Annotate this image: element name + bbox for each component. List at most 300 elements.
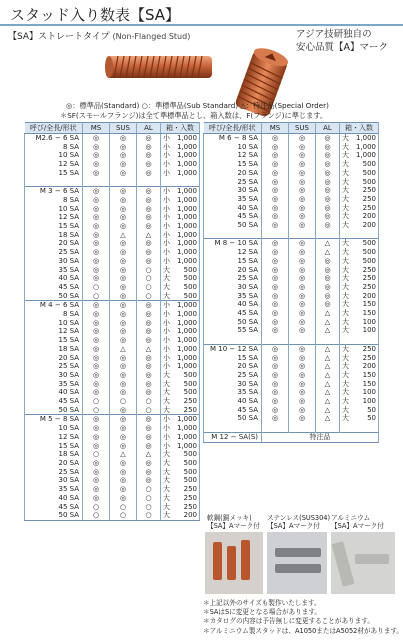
cell-sus: ◎ [110, 327, 137, 336]
cell-size: 30 SA [25, 371, 83, 380]
cell-al [316, 230, 340, 239]
box-qty: 1,000 [355, 142, 376, 151]
legend-text: ◎：標準品(Standard) ○：準標準品(Sub Standard) △：特注品(Special Order) [66, 101, 329, 110]
box-qty: 250 [362, 203, 376, 212]
cell-al: ◎ [137, 336, 161, 345]
cell-al: ◎ [137, 301, 161, 310]
cell-ms: ○ [83, 511, 110, 520]
table-row [25, 143, 200, 152]
cell-box [161, 134, 200, 143]
cell-sus: ◎ [289, 274, 316, 283]
cell-sus: ◎ [110, 354, 137, 363]
cell-al: ◎ [316, 186, 340, 195]
cell-ms: ◎ [83, 222, 110, 231]
box-size: 大 [163, 450, 170, 459]
cell-box [340, 239, 379, 248]
box-qty: 250 [183, 405, 197, 414]
cell-al: ◎ [316, 292, 340, 301]
cell-box [161, 160, 200, 169]
box-size: 大 [342, 221, 349, 230]
cell-box [161, 442, 200, 451]
box-qty: 200 [362, 291, 376, 300]
box-qty: 1,000 [176, 362, 197, 371]
table-row [204, 292, 379, 301]
photo-label-sus-line1: ステンレス(SUS304) [267, 514, 331, 522]
cell-box [161, 310, 200, 319]
box-qty: 1,000 [176, 441, 197, 450]
box-size: 大 [342, 194, 349, 203]
cell-al: ◎ [137, 222, 161, 231]
cell-box [161, 196, 200, 205]
cell-al: ◎ [316, 195, 340, 204]
table-row [204, 406, 379, 415]
cell-al: ◎ [137, 380, 161, 389]
cell-box [161, 283, 200, 292]
table-row [25, 336, 200, 345]
table-row [204, 221, 379, 230]
box-qty: 500 [362, 160, 376, 169]
table-row [25, 459, 200, 468]
cell-al: △ [316, 414, 340, 423]
table-row [204, 362, 379, 371]
cell-sus: ◎ [289, 248, 316, 257]
box-qty: 1,000 [176, 327, 197, 336]
cell-ms: ◎ [262, 178, 289, 187]
box-qty: 500 [183, 459, 197, 467]
cell-size: 12 SA [25, 160, 83, 169]
cell-size [204, 230, 262, 239]
cell-ms: ◎ [262, 318, 289, 327]
cell-al: △ [137, 345, 161, 354]
box-size: 大 [163, 459, 170, 467]
table-row [204, 151, 379, 160]
cell-al: △ [316, 388, 340, 397]
box-size: 大 [342, 168, 349, 177]
cell-sus: ◎ [110, 266, 137, 275]
table-row [25, 503, 200, 512]
cell-box [161, 257, 200, 266]
cell-al: ○ [137, 292, 161, 301]
table-row [204, 318, 379, 327]
left-table [24, 122, 200, 521]
table-row [204, 423, 379, 432]
cell-ms: ◎ [262, 292, 289, 301]
table-row [25, 424, 200, 433]
cell-al: △ [316, 239, 340, 248]
cell-box [161, 388, 200, 397]
cell-al: ◎ [137, 134, 161, 143]
box-qty: 1,000 [176, 168, 197, 177]
table-row [25, 468, 200, 477]
box-size: 小 [163, 424, 170, 433]
cell-sus: ◎ [289, 344, 316, 353]
box-qty: 500 [183, 450, 197, 459]
cell-size: 45 SA [204, 406, 262, 415]
table-row [25, 160, 200, 169]
cell-al: ◎ [137, 205, 161, 214]
cell-ms: ◎ [262, 406, 289, 415]
cell-ms: ◎ [83, 433, 110, 442]
table-row [25, 362, 200, 371]
cell-sus: ◎ [289, 292, 316, 301]
cell-ms: ◎ [83, 301, 110, 310]
box-qty: 100 [362, 326, 376, 335]
table-row [25, 213, 200, 222]
table-row [25, 388, 200, 397]
cell-box [161, 433, 200, 442]
box-size: 小 [163, 336, 170, 345]
box-size: 大 [163, 493, 170, 502]
box-size: 大 [163, 282, 170, 291]
cell-sus: ◎ [110, 485, 137, 494]
cell-al: ◎ [137, 248, 161, 257]
right-table [203, 122, 379, 443]
box-qty: 250 [362, 353, 376, 362]
a-mark-line-1: アジア技研独自の [296, 29, 372, 40]
box-size: 大 [342, 362, 349, 371]
cell-sus: ◎ [289, 186, 316, 195]
table-row [25, 327, 200, 336]
box-qty: 150 [362, 300, 376, 309]
cell-box [161, 459, 200, 468]
cell-al: ○ [137, 283, 161, 292]
cell-ms: ◎ [262, 143, 289, 152]
cell-ms: ◎ [262, 309, 289, 318]
header-ms: MS [83, 123, 110, 134]
table-row [25, 380, 200, 389]
cell-size: 25 SA [204, 178, 262, 187]
cell-sus: ◎ [110, 248, 137, 257]
cell-al: △ [316, 344, 340, 353]
cell-al: ◎ [137, 169, 161, 178]
box-size: 大 [342, 239, 349, 248]
box-qty: 500 [183, 467, 197, 476]
cell-size: 30 SA [25, 476, 83, 485]
table-row [204, 239, 379, 248]
box-size: 小 [163, 248, 170, 257]
cell-sus: △ [110, 345, 137, 354]
table-row [204, 230, 379, 239]
box-qty: 250 [362, 265, 376, 274]
cell-ms: ◎ [262, 160, 289, 169]
cell-sus: ◎ [110, 442, 137, 451]
cell-box [340, 414, 379, 423]
cell-ms: ◎ [262, 169, 289, 178]
box-qty: 1,000 [176, 213, 197, 222]
a-mark-caption [296, 28, 388, 54]
cell-size: 30 SA [25, 257, 83, 266]
table-row [204, 326, 379, 335]
cell-al: ◎ [316, 178, 340, 187]
cell-sus: ◎ [110, 415, 137, 424]
cell-box [161, 187, 200, 196]
box-qty: 250 [183, 502, 197, 511]
cell-size: 18 SA [25, 231, 83, 240]
cell-box [340, 300, 379, 309]
cell-size: 10 SA [25, 319, 83, 328]
cell-al: ◎ [137, 213, 161, 222]
cell-size: 10 SA [25, 424, 83, 433]
box-size: 小 [163, 353, 170, 362]
cell-size: 40 SA [25, 388, 83, 397]
cell-ms [262, 335, 289, 344]
cell-al: ◎ [137, 327, 161, 336]
cell-al: ◎ [137, 388, 161, 397]
cell-ms: ◎ [83, 327, 110, 336]
table-row [25, 231, 200, 240]
cell-sus: △ [110, 450, 137, 459]
box-qty: 1,000 [176, 432, 197, 441]
box-size: 大 [342, 326, 349, 335]
box-size: 小 [163, 415, 170, 424]
cell-al: △ [137, 450, 161, 459]
cell-sus: ◎ [110, 362, 137, 371]
table-row [204, 371, 379, 380]
cell-size: 40 SA [25, 494, 83, 503]
box-qty: 500 [362, 239, 376, 248]
table-row [204, 186, 379, 195]
cell-box [340, 397, 379, 406]
footnote-2: ＊SAはSに変更となる場合があります。 [203, 608, 321, 617]
cell-ms: ◎ [262, 362, 289, 371]
table-row [25, 134, 200, 143]
cell-sus: ◎ [110, 274, 137, 283]
cell-sus: ◎ [289, 414, 316, 423]
cell-box [161, 406, 200, 415]
cell-sus: ◎ [289, 354, 316, 363]
box-qty: 500 [183, 388, 197, 397]
cell-size: 18 SA [25, 345, 83, 354]
cell-al: △ [316, 309, 340, 318]
table-row [25, 196, 200, 205]
photo-label-steel-line1: 軟鋼(銅メッキ) [207, 514, 252, 522]
box-qty: 500 [183, 476, 197, 485]
cell-box [340, 221, 379, 230]
cell-ms: ◎ [262, 212, 289, 221]
cell-box [340, 371, 379, 380]
cell-sus: ◎ [110, 213, 137, 222]
cell-box [340, 212, 379, 221]
table-row [25, 415, 200, 424]
cell-ms: ◎ [262, 186, 289, 195]
cell-sus: ◎ [110, 371, 137, 380]
cell-box [340, 230, 379, 239]
cell-box [161, 266, 200, 275]
table-row [25, 283, 200, 292]
cell-ms: ◎ [83, 310, 110, 319]
cell-size: 45 SA [25, 283, 83, 292]
cell-al: ○ [137, 503, 161, 512]
cell-size: 50 SA [204, 414, 262, 423]
cell-sus: ◎ [289, 151, 316, 160]
box-size: 小 [163, 168, 170, 177]
cell-sus: ◎ [110, 257, 137, 266]
cell-size: 15 SA [25, 222, 83, 231]
box-qty: 500 [183, 370, 197, 379]
box-size: 大 [163, 274, 170, 283]
cell-size: 35 SA [25, 380, 83, 389]
box-size: 小 [163, 301, 170, 310]
cell-al: ◎ [137, 151, 161, 160]
cell-box [161, 292, 200, 301]
cell-ms: ◎ [83, 319, 110, 328]
cell-al: ◎ [137, 459, 161, 468]
cell-size: 20 SA [204, 169, 262, 178]
cell-sus [289, 230, 316, 239]
cell-box [340, 274, 379, 283]
cell-size: 15 SA [25, 336, 83, 345]
photo-label-al [331, 514, 384, 530]
cell-box [161, 178, 200, 187]
table-row [204, 344, 379, 353]
box-size: 大 [163, 405, 170, 414]
photo-label-al-line1: アルミニウム [331, 514, 371, 522]
cell-size: 25 SA [25, 468, 83, 477]
box-size: 大 [163, 511, 170, 520]
box-size: 小 [163, 142, 170, 151]
cell-size: M 3 − 6 SA [25, 187, 83, 196]
cell-sus: ◎ [110, 406, 137, 415]
cell-size: 35 SA [204, 195, 262, 204]
box-size: 大 [342, 414, 349, 423]
box-size: 大 [342, 370, 349, 379]
cell-box [161, 362, 200, 371]
table-row [204, 414, 379, 423]
table-row [204, 195, 379, 204]
straight-stud-image [104, 44, 216, 94]
cell-sus: ◎ [289, 388, 316, 397]
cell-size: 40 SA [204, 397, 262, 406]
table-row [25, 450, 200, 459]
header-sus: SUS [289, 123, 316, 134]
cell-size: M 12 − SA(S) [204, 432, 262, 442]
cell-sus: ◎ [110, 336, 137, 345]
table-header-row [25, 123, 200, 134]
cell-box [340, 283, 379, 292]
box-qty: 1,000 [176, 230, 197, 239]
box-size: 大 [342, 379, 349, 388]
box-qty: 1,000 [176, 344, 197, 353]
cell-ms: ◎ [262, 151, 289, 160]
cell-sus: ◎ [289, 169, 316, 178]
cell-size: M2.6 − 6 SA [25, 134, 83, 143]
cell-al: △ [316, 397, 340, 406]
cell-box [161, 494, 200, 503]
box-size: 大 [342, 353, 349, 362]
cell-ms: ◎ [262, 248, 289, 257]
cell-size: 20 SA [204, 266, 262, 275]
table-row [204, 143, 379, 152]
box-qty: 1,000 [176, 301, 197, 310]
box-qty: 200 [362, 212, 376, 221]
header-box: 箱・入数 [340, 123, 379, 134]
cell-sus: ◎ [110, 196, 137, 205]
page-title: スタッド入り数表【SA】 [10, 6, 181, 24]
box-qty: 1,000 [176, 248, 197, 257]
cell-size: 20 SA [25, 239, 83, 248]
photo-label-al-line2: 【SA】Aマーク付 [331, 522, 384, 530]
box-size: 小 [163, 432, 170, 441]
cell-box [340, 169, 379, 178]
cell-ms: ◎ [262, 195, 289, 204]
box-qty: 200 [362, 221, 376, 230]
cell-sus: ◎ [110, 169, 137, 178]
table-row [25, 319, 200, 328]
box-size: 大 [342, 134, 349, 142]
table-row [25, 239, 200, 248]
box-size: 小 [163, 318, 170, 327]
cell-size: 12 SA [204, 248, 262, 257]
cell-size: 45 SA [204, 309, 262, 318]
cell-sus: ◎ [289, 326, 316, 335]
section-subtitle [8, 29, 190, 42]
box-qty: 1,000 [176, 151, 197, 160]
box-qty: 1,000 [176, 336, 197, 345]
cell-ms: ◎ [83, 143, 110, 152]
cell-ms: ○ [83, 503, 110, 512]
table-row [25, 371, 200, 380]
cell-box [161, 345, 200, 354]
cell-special-order: 特注品 [262, 432, 379, 442]
box-size: 小 [163, 195, 170, 204]
cell-sus: ◎ [289, 309, 316, 318]
cell-box [161, 511, 200, 520]
box-qty: 1,000 [176, 318, 197, 327]
cell-size: 15 SA [25, 442, 83, 451]
cell-al: ○ [137, 511, 161, 520]
box-qty: 500 [183, 265, 197, 274]
cell-sus: ◎ [110, 292, 137, 301]
cell-sus: ◎ [110, 187, 137, 196]
cell-al: △ [316, 406, 340, 415]
cell-size: 20 SA [25, 354, 83, 363]
cell-ms: ◎ [83, 388, 110, 397]
cell-al: ○ [137, 397, 161, 406]
cell-ms: ◎ [83, 459, 110, 468]
cell-al: △ [316, 362, 340, 371]
table-row [25, 205, 200, 214]
box-qty: 150 [362, 309, 376, 318]
cell-ms: ◎ [262, 257, 289, 266]
cell-al: ◎ [316, 221, 340, 230]
cell-size [204, 335, 262, 344]
cell-al: △ [316, 354, 340, 363]
title-divider [0, 24, 403, 26]
box-qty: 1,000 [176, 415, 197, 424]
cell-ms: ○ [83, 406, 110, 415]
cell-sus: ◎ [289, 362, 316, 371]
box-qty: 1,000 [355, 134, 376, 142]
cell-ms: ◎ [83, 160, 110, 169]
table-row [204, 266, 379, 275]
cell-ms: ◎ [262, 388, 289, 397]
box-qty: 100 [362, 388, 376, 397]
box-qty: 250 [362, 282, 376, 291]
table-row [25, 476, 200, 485]
cell-ms: ◎ [83, 187, 110, 196]
box-size: 大 [163, 388, 170, 397]
cell-sus: ◎ [110, 468, 137, 477]
cell-ms: ◎ [83, 485, 110, 494]
stud-photos-image [203, 532, 399, 596]
cell-size: 50 SA [25, 406, 83, 415]
cell-al: ◎ [137, 371, 161, 380]
cell-box [161, 503, 200, 512]
box-size: 大 [163, 467, 170, 476]
cell-size: 45 SA [25, 503, 83, 512]
table-row [204, 283, 379, 292]
box-qty: 500 [183, 291, 197, 300]
